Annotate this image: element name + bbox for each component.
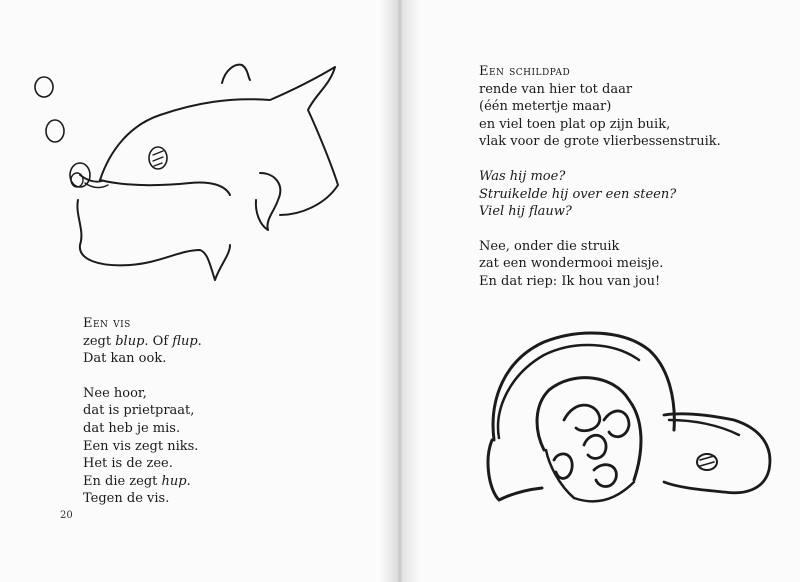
turtle-line: en viel toen plat op zijn buik, [479,116,671,132]
turtle-line: zat een wondermooi meisje. [479,256,664,272]
fish-line-3: Dat kan ook. [83,351,167,367]
turtle-line-italic: Struikelde hij over een steen? [479,186,677,202]
turtle-drawing-icon [464,320,784,520]
fish-stanza-1 [83,315,202,368]
left-page [0,0,398,582]
fish-line-last: Tegen de vis. [83,491,170,507]
fish-poem [83,315,202,508]
right-page [402,0,800,582]
fish-line-2 [83,333,202,351]
italic-word: flup [172,333,198,349]
text-span: . [197,333,202,349]
turtle-stanza-2 [479,168,721,221]
turtle-line: vlak voor de grote vlierbessenstruik. [479,134,721,150]
turtle-line-italic: Was hij moe? [479,168,566,184]
turtle-stanza-3 [479,238,721,291]
fish-line: Een vis zegt niks. [83,438,199,454]
text-span: . Of [144,333,173,349]
turtle-stanza-1 [479,63,721,151]
turtle-line: Nee, onder die struik [479,238,620,254]
turtle-poem [479,63,721,291]
page-number: 20 [60,510,73,521]
fish-line: Het is de zee. [83,456,173,472]
turtle-line: En dat riep: Ik hou van jou! [479,273,661,289]
fish-drawing-icon [30,55,350,295]
fish-poem-title: Een vis [83,316,131,331]
turtle-poem-title: Een schildpad [479,64,571,79]
turtle-line-italic: Viel hij flauw? [479,204,572,220]
fish-line: Nee hoor, [83,385,147,401]
fish-line: dat heb je mis. [83,420,181,436]
italic-word: hup [161,473,187,489]
turtle-line: rende van hier tot daar [479,81,633,97]
italic-word: blup [115,333,145,349]
text-span: En die zegt [83,473,162,489]
text-span: zegt [83,333,116,349]
book-gutter [380,0,420,582]
fish-stanza-2 [83,385,202,508]
fish-line: dat is prietpraat, [83,403,195,419]
fish-line-hup [83,473,202,491]
turtle-line: (één metertje maar) [479,99,612,115]
text-span: . [186,473,191,489]
